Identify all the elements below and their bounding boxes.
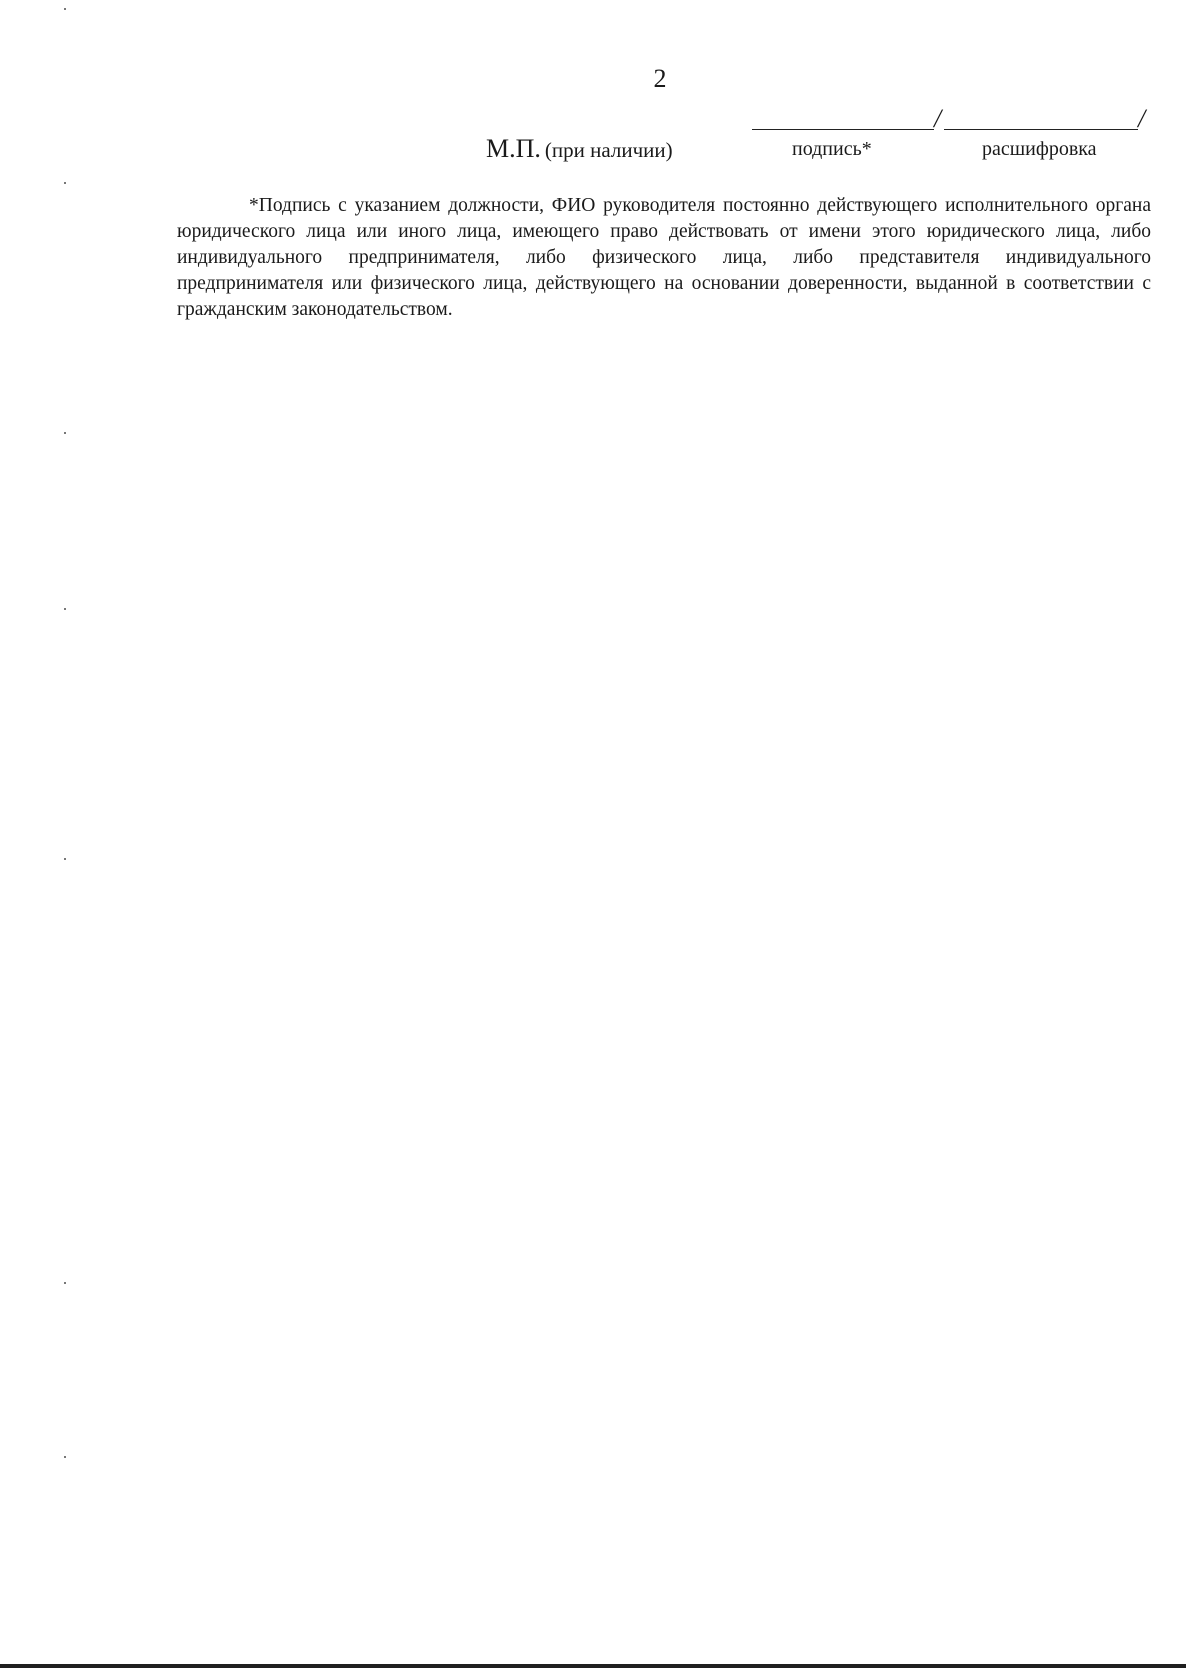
- scan-artifact: [64, 1282, 66, 1284]
- signature-separator: /: [934, 104, 942, 133]
- name-decoding-blank: [944, 129, 1138, 130]
- scan-artifact: [64, 608, 66, 610]
- signature-lines: [752, 100, 1152, 134]
- scan-artifact: [64, 182, 66, 184]
- stamp-note: (при наличии): [544, 138, 673, 162]
- stamp-label: [486, 134, 673, 164]
- signature-blank: [752, 129, 934, 130]
- scan-artifact: [64, 858, 66, 860]
- stamp-abbreviation: М.П.: [486, 134, 541, 163]
- page-number: 2: [653, 64, 667, 93]
- scan-artifact: [64, 8, 66, 10]
- signature-caption: подпись*: [792, 138, 872, 160]
- decoding-separator: /: [1138, 104, 1146, 133]
- scan-artifact: [64, 432, 66, 434]
- decoding-caption: расшифровка: [982, 138, 1097, 160]
- bottom-scan-border: [0, 1664, 1186, 1668]
- signature-footnote: *Подпись с указанием должности, ФИО руководителя постоянно действующего исполнительного органа юридического лица или иного лица, имеющего право действовать от имени этого юридического лица, либо индивидуального предпринимателя, либо физического лица, либо представителя индивидуального предпринимателя или физического лица, действующего на основании доверенности, выданной в соответствии с гражданским законодательством.: [177, 195, 1151, 320]
- scan-artifact: [64, 1456, 66, 1458]
